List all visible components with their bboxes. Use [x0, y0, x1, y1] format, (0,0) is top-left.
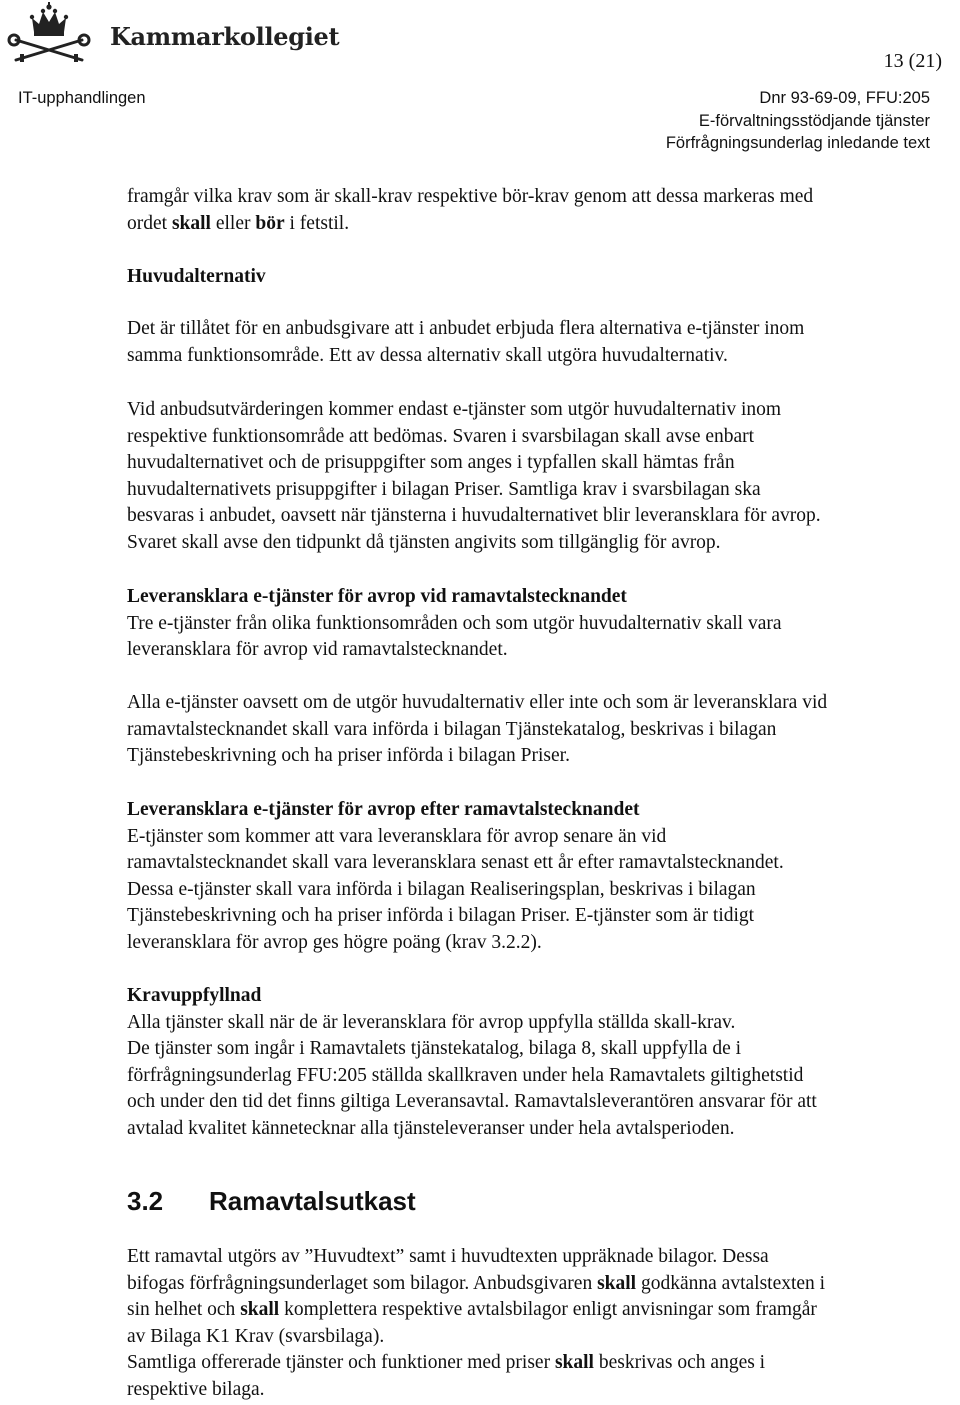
text-line: avtalad kvalitet kännetecknar alla tjänsteleveranser under hela avtalsperioden.: [127, 1117, 735, 1139]
text-line: Vid anbudsutvärderingen kommer endast e-tjänster som utgör huvudalternativ inom: [127, 399, 782, 420]
text-line: Tjänstebeskrivning och ha priser införda i bilagan Priser. E-tjänster som är tidigt: [127, 905, 755, 927]
page-number: 13 (21): [883, 50, 942, 72]
text-line: förfrågningsunderlag FFU:205 ställda skallkraven under hela Ramavtalets giltighetstid: [127, 1064, 804, 1086]
text-line: Samtliga offererade tjänster och funktioner med priser skall beskrivas och anges i: [127, 1352, 766, 1374]
text-line: huvudalternativet och de prisuppgifter som anges i typfallen skall hämtas från: [127, 452, 735, 474]
text-line: respektive funktionsområde att bedömas. Svaren i svarsbilagan skall avse enbart: [127, 425, 755, 447]
crown-emblem-icon: [6, 2, 106, 66]
section-ramavtalsutkast-body: [127, 1244, 957, 1404]
text-line: Dessa e-tjänster skall vara införda i bilagan Realiseringsplan, beskrivas i bilagan: [127, 878, 756, 900]
paragraph: [127, 397, 957, 557]
subheading: Leveransklara e-tjänster för avrop vid ramavtalstecknandet: [127, 586, 627, 607]
text-line: besvaras i anbudet, oavsett när tjänsterna i huvudalternativet blir leveransklara för avrop.: [127, 505, 821, 527]
bold-bor: bör: [255, 212, 285, 234]
text-line: De tjänster som ingår i Ramavtalets tjänstekatalog, bilaga 8, skall uppfylla de i: [127, 1038, 742, 1060]
header-reference: Dnr 93-69-09, FFU:205: [759, 89, 930, 107]
section-heading-3-2: [127, 1186, 416, 1217]
text-line: Tjänstebeskrivning och ha priser införda i bilagan Priser.: [127, 745, 570, 767]
text-line: sin helhet och skall komplettera respektive avtalsbilagor enligt anvisningar som framgår: [127, 1299, 817, 1321]
section-number: 3.2: [127, 1186, 164, 1216]
subheading: Leveransklara e-tjänster för avrop efter ramavtalstecknandet: [127, 799, 640, 820]
text-line: samma funktionsområde. Ett av dessa alternativ skall utgöra huvudalternativ.: [127, 344, 728, 366]
bold-skall: skall: [240, 1299, 280, 1321]
text-line: Tre e-tjänster från olika funktionsområden och som utgör huvudalternativ skall vara: [127, 612, 782, 634]
section-kravuppfyllnad: [127, 983, 957, 1143]
text-line: leveransklara för avrop ges högre poäng (krav 3.2.2).: [127, 931, 542, 953]
text-line: Det är tillåtet för en anbudsgivare att i anbudet erbjuda flera alternativa e-tjänster inom: [127, 318, 805, 339]
text-line: och under den tid det finns giltiga Leveransavtal. Ramavtalsleverantören ansvarar för att: [127, 1091, 817, 1113]
section-huvudalternativ: [127, 264, 957, 291]
text-line: framgår vilka krav som är skall-krav respektive bör-krav genom att dessa markeras med: [127, 186, 814, 207]
bold-skall: skall: [554, 1352, 594, 1374]
text-line: Alla tjänster skall när de är leveransklara för avrop uppfylla ställda skall-krav.: [127, 1011, 736, 1033]
text-line: Alla e-tjänster oavsett om de utgör huvudalternativ eller inte och som är leveransklara vid: [127, 692, 828, 713]
kammarkollegiet-logo: [6, 2, 340, 66]
paragraph: [127, 690, 957, 770]
text-line: E-tjänster som kommer att vara leveransklara för avrop senare än vid: [127, 825, 667, 847]
intro-paragraph: [127, 184, 957, 237]
text-line: av Bilaga K1 Krav (svarsbilaga).: [127, 1325, 385, 1347]
section-leveransklara-efter: [127, 797, 957, 957]
header-project: E-förvaltningsstödjande tjänster: [698, 112, 930, 130]
subheading: Huvudalternativ: [127, 266, 266, 287]
text-line: Ett ramavtal utgörs av ”Huvudtext” samt i huvudtexten uppräknade bilagor. Dessa: [127, 1246, 769, 1267]
paragraph: [127, 316, 957, 369]
text-line: ramavtalstecknandet skall vara införda i bilagan Tjänstekatalog, beskrivas i bilagan: [127, 718, 777, 740]
text-line: ramavtalstecknandet skall vara leveransklara senast ett år efter ramavtalstecknandet.: [127, 852, 784, 874]
subheading: Kravuppfyllnad: [127, 985, 262, 1006]
text-line: bifogas förfrågningsunderlaget som bilagor. Anbudsgivaren skall godkänna avtalstexten i: [127, 1272, 826, 1294]
text-line: Svaret skall avse den tidpunkt då tjänsten angivits som tillgänglig för avrop.: [127, 531, 721, 553]
text-line: huvudalternativets prisuppgifter i bilagan Priser. Samtliga krav i svarsbilagan ska: [127, 478, 761, 500]
section-title: Ramavtalsutkast: [209, 1186, 416, 1216]
section-leveransklara-vid: [127, 584, 957, 664]
text-line: respektive bilaga.: [127, 1378, 265, 1400]
text-line: leveransklara för avrop vid ramavtalstecknandet.: [127, 639, 508, 661]
bold-skall: skall: [171, 212, 211, 234]
text-line: ordet skall eller bör i fetstil.: [127, 212, 350, 234]
header-document-title: Förfrågningsunderlag inledande text: [665, 134, 930, 152]
header-left: IT-upphandlingen: [18, 89, 146, 107]
logo-wordmark: Kammarkollegiet: [110, 22, 340, 51]
bold-skall: skall: [597, 1272, 637, 1294]
